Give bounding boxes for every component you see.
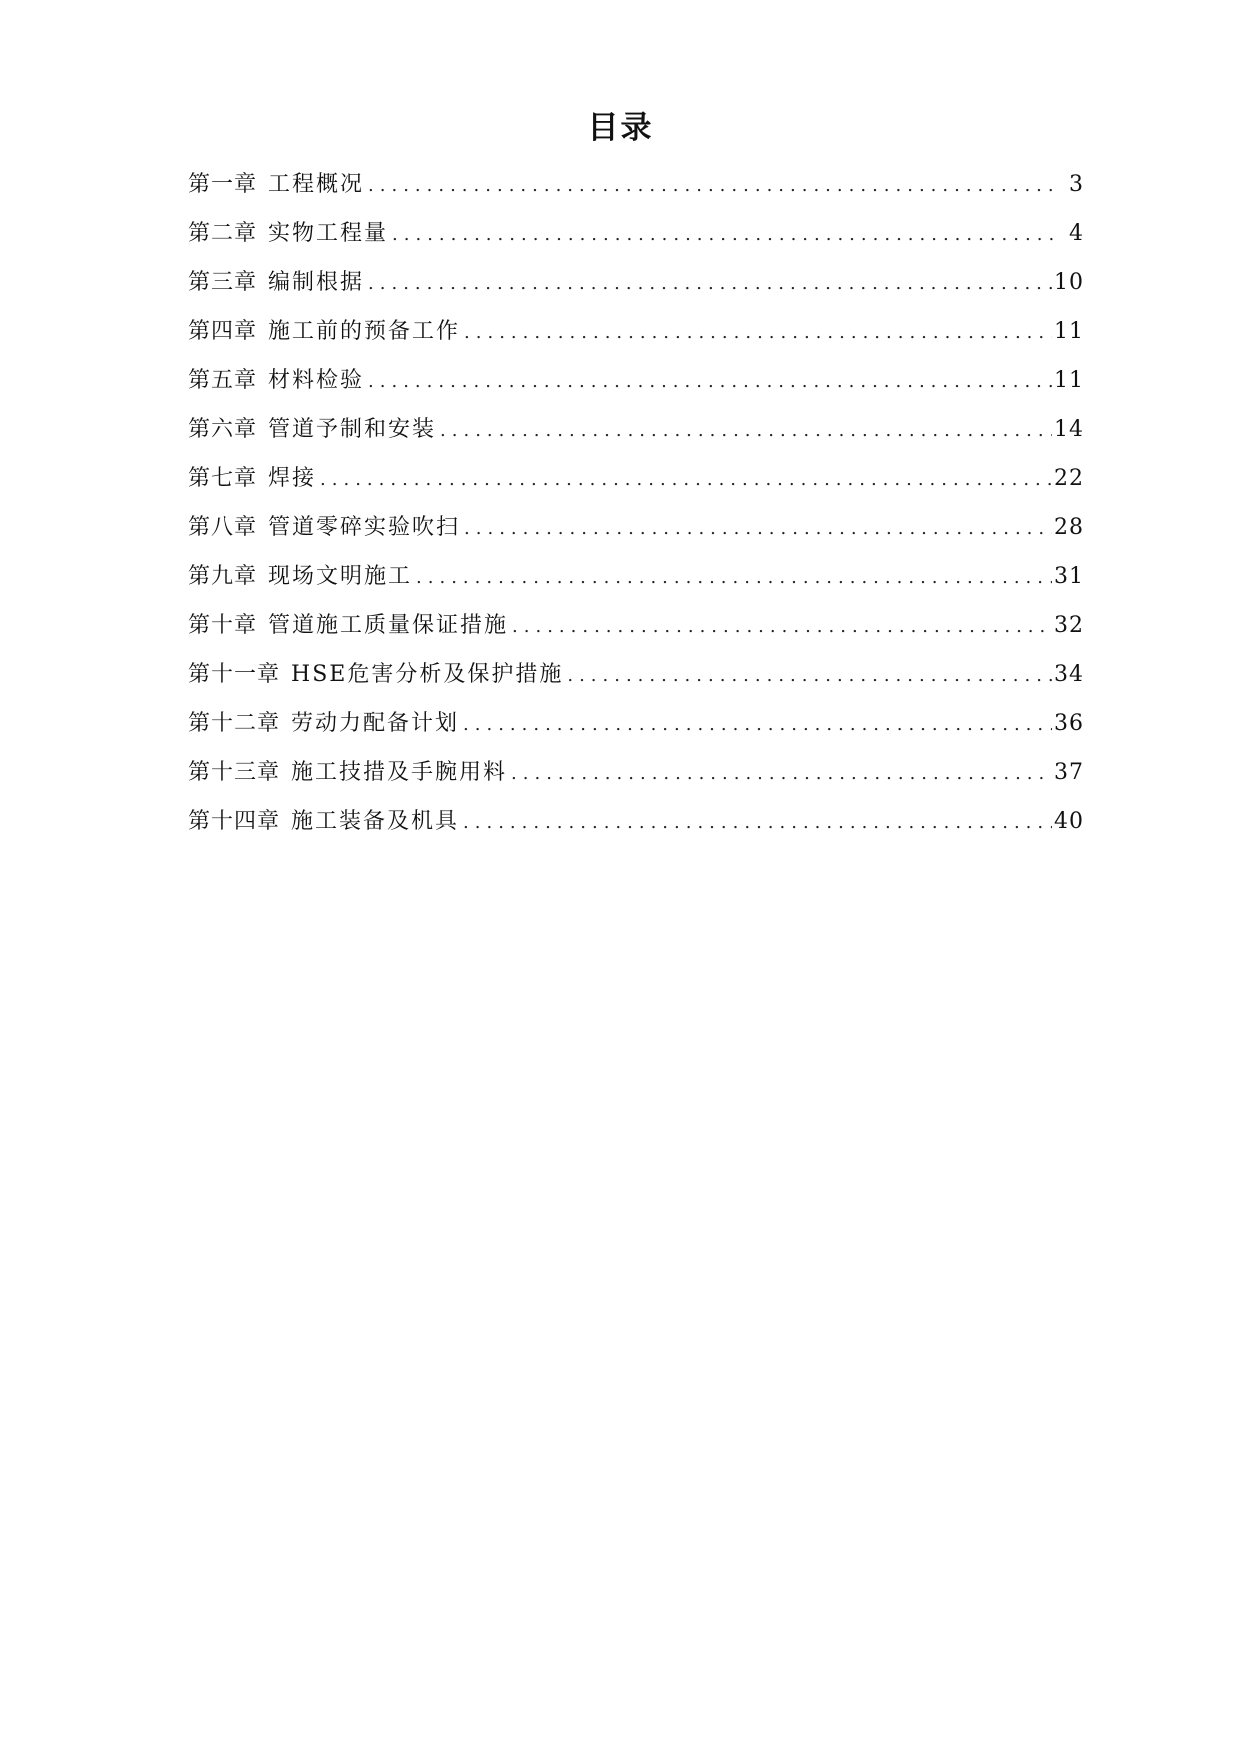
toc-entry-9[interactable]: [188, 556, 1084, 605]
toc-chapter-number: 第五章: [188, 368, 258, 393]
toc-dot-leader: [320, 459, 1052, 501]
toc-page-number: 31: [1054, 564, 1084, 589]
toc-page-number: 11: [1054, 368, 1084, 393]
toc-entry-2[interactable]: [188, 213, 1084, 262]
toc-page-number: 22: [1054, 466, 1084, 491]
toc-chapter-title: 材料检验: [268, 368, 365, 393]
toc-entry-5[interactable]: [188, 360, 1084, 409]
toc-dot-leader: [368, 165, 1058, 207]
toc-entry-11[interactable]: [188, 654, 1084, 703]
toc-entry-13[interactable]: [188, 752, 1084, 801]
toc-chapter-title: 劳动力配备计划: [291, 711, 460, 736]
toc-dot-leader: [464, 508, 1052, 550]
toc-entry-4[interactable]: [188, 311, 1084, 360]
toc-page-number: 3: [1069, 172, 1084, 197]
toc-page-number: 28: [1054, 515, 1084, 540]
toc-entry-7[interactable]: [188, 458, 1084, 507]
toc-entry-1[interactable]: [188, 164, 1084, 213]
toc-entry-6[interactable]: [188, 409, 1084, 458]
toc-chapter-title: 实物工程量: [268, 221, 389, 246]
toc-chapter-title: 管道施工质量保证措施: [268, 613, 509, 638]
toc-dot-leader: [567, 655, 1052, 697]
toc-chapter-number: 第十四章: [188, 809, 281, 834]
toc-dot-leader: [463, 704, 1052, 746]
toc-chapter-number: 第九章: [188, 564, 258, 589]
toc-chapter-title: 工程概况: [268, 172, 365, 197]
toc-chapter-title: 施工装备及机具: [291, 809, 460, 834]
toc-chapter-title: 编制根据: [268, 270, 365, 295]
toc-chapter-number: 第三章: [188, 270, 258, 295]
toc-chapter-title: 焊接: [268, 466, 317, 491]
toc-dot-leader: [440, 410, 1052, 452]
toc-dot-leader: [368, 263, 1052, 305]
toc-chapter-title: 现场文明施工: [268, 564, 413, 589]
toc-entry-12[interactable]: [188, 703, 1084, 752]
toc-entry-10[interactable]: [188, 605, 1084, 654]
toc-dot-leader: [512, 606, 1052, 648]
toc-entry-3[interactable]: [188, 262, 1084, 311]
toc-chapter-number: 第十三章: [188, 760, 281, 785]
toc-page-number: 14: [1054, 417, 1084, 442]
toc-dot-leader: [511, 753, 1052, 795]
toc-dot-leader: [416, 557, 1052, 599]
toc-chapter-number: 第七章: [188, 466, 258, 491]
toc-chapter-number: 第六章: [188, 417, 258, 442]
toc-dot-leader: [463, 802, 1052, 844]
toc-entry-8[interactable]: [188, 507, 1084, 556]
toc-title: 目录: [587, 110, 654, 146]
toc-chapter-number: 第八章: [188, 515, 258, 540]
toc-chapter-title: HSE危害分析及保护措施: [291, 662, 564, 687]
toc-dot-leader: [464, 312, 1052, 354]
toc-chapter-title: 管道予制和安装: [268, 417, 437, 442]
toc-page-number: 34: [1054, 662, 1084, 687]
toc-chapter-number: 第十二章: [188, 711, 281, 736]
toc-page-number: 37: [1054, 760, 1084, 785]
toc-page-number: 11: [1054, 319, 1084, 344]
toc-chapter-number: 第二章: [188, 221, 258, 246]
toc-chapter-number: 第一章: [188, 172, 258, 197]
toc-page-number: 40: [1054, 809, 1084, 834]
toc-chapter-title: 管道零碎实验吹扫: [268, 515, 461, 540]
toc-chapter-number: 第十一章: [188, 662, 281, 687]
toc-dot-leader: [368, 361, 1052, 403]
toc-chapter-number: 第十章: [188, 613, 258, 638]
toc-entry-14[interactable]: [188, 801, 1084, 850]
toc-dot-leader: [392, 214, 1058, 256]
toc-chapter-title: 施工前的预备工作: [268, 319, 461, 344]
toc-page-number: 32: [1054, 613, 1084, 638]
toc-page-number: 10: [1054, 270, 1084, 295]
table-of-contents: [188, 164, 1084, 850]
toc-page-number: 4: [1069, 221, 1084, 246]
toc-page-number: 36: [1054, 711, 1084, 736]
toc-chapter-number: 第四章: [188, 319, 258, 344]
toc-chapter-title: 施工技措及手腕用料: [291, 760, 508, 785]
